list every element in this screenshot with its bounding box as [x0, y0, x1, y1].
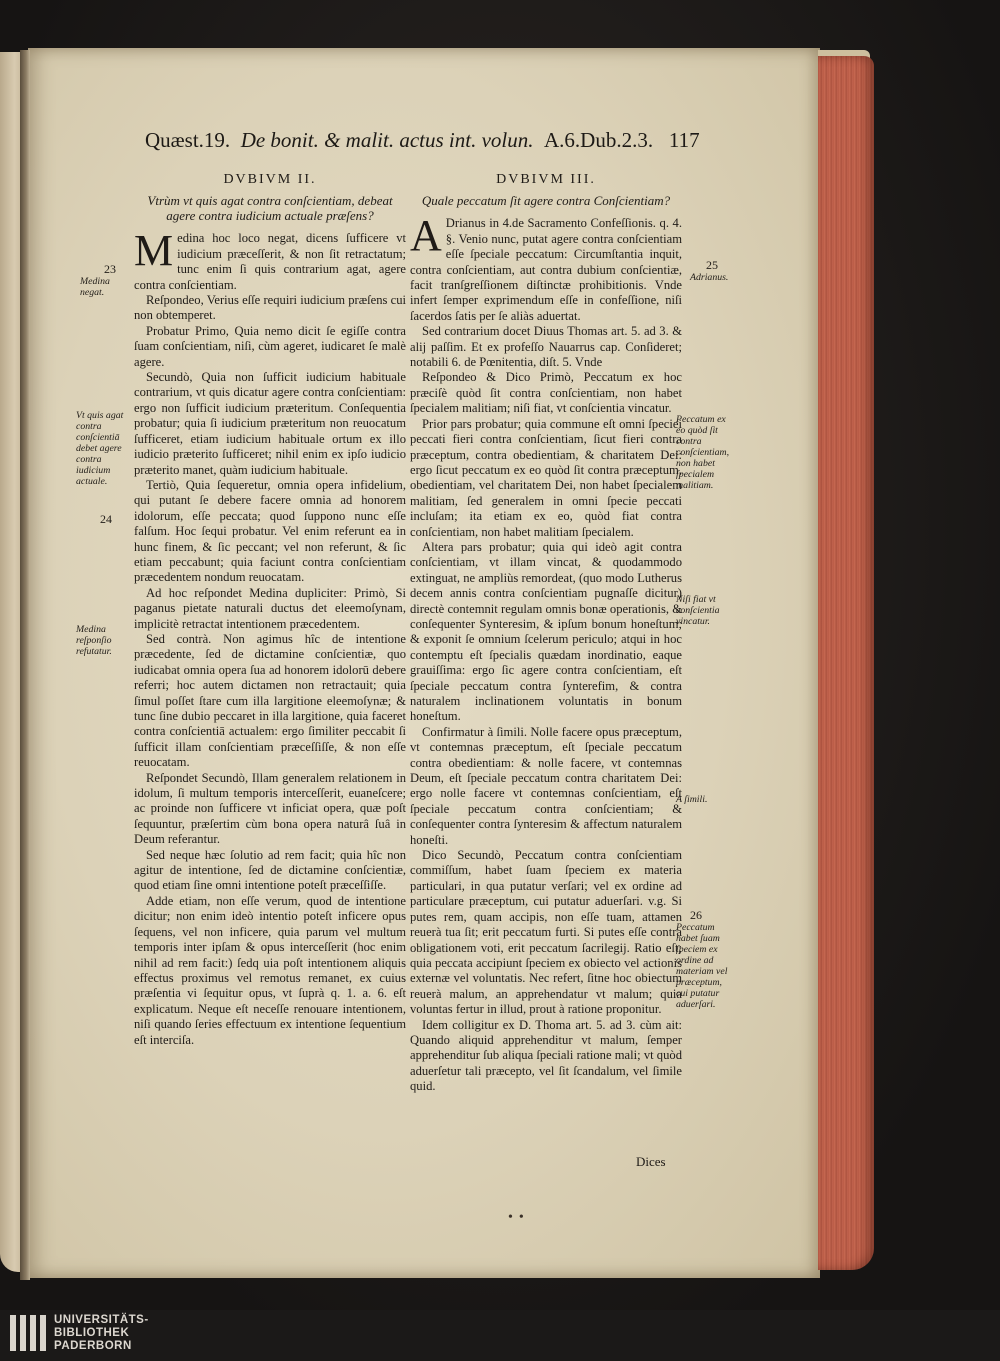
left-paragraph: Medina hoc loco negat, dicens ſufficere vt iudicium præceſſerit, & non ſit retractatum; tunc enim ſi quis contrarium agat, agere contra conſcientiam.	[134, 226, 406, 292]
margin-note: Peccatum ex eo quòd ſit contra conſcientiam, non habet ſpecialem malitiam.	[676, 414, 730, 491]
left-paragraph: Sed contrà. Non agimus hîc de intentione præcedente, ſed de dictamine conſcientiæ, quo iudicabat omnia opera ſua ad honorem idolorū debere referri; hoc autem dictamen non retractauit; quia ſimul poſſet ſtare cum illa largitione eleemoſynæ; & tunc ſine dubio peccaret in illa largitione, quia faceret contra conſcientiā actualem: ergo ſimiliter peccabit ſi ſufficit illam conſcientiam præceſſiſſe, & non eſſe reuocatam.	[134, 631, 406, 770]
right-column	[410, 172, 682, 1095]
margin-number: 23	[104, 262, 116, 276]
library-logo-icon	[10, 1315, 46, 1351]
left-dubium-title: DVBIVM II.	[223, 172, 317, 187]
right-paragraph: Reſpondeo & Dico Primò, Peccatum ex hoc præciſè quòd ſit contra conſcientiam, non habet ſpecialem malitiam; niſi fiat, vt conſcientia vincatur.	[410, 370, 682, 416]
library-line-3: PADERBORN	[54, 1340, 132, 1352]
margin-note: A ſimili.	[676, 794, 708, 805]
right-paragraph: Sed contrarium docet Diuus Thomas art. 5. ad 3. & alij paſſim. Et ex profeſſo Nauarrus cap. Conſideret; notabili 6. de Pœnitentia, diſt. 5. Vnde	[410, 324, 682, 370]
library-line-1: UNIVERSITÄTS-	[54, 1314, 149, 1326]
right-paragraph: Confirmatur à ſimili. Nolle facere opus præceptum, vt contemnas præceptum, eſt ſpeciale peccatum contra obedientiam: & nolle facere, vt contemnas Deum, eſt ſpeciale peccatum contra charitatem Dei: ergo nolle facere vt contemnas conſcientiam, eſt ſpeciale peccatum contra conſcientiam; & conſequenter contra ſynteresim & affectum naturalem honeſti.	[410, 724, 682, 847]
red-fore-edge	[818, 56, 874, 1270]
library-footer	[0, 1310, 1000, 1361]
book-gutter	[20, 50, 30, 1280]
margin-note: Medina reſponſio refutatur.	[76, 624, 112, 657]
left-paragraph: Adde etiam, non eſſe verum, quod de intentione dicitur; non enim ideò intentio poteſt inficere opus ſequens, vel non inficere, quia parum vel multum temporis inter ipſam & opus interceſſerit (hoc enim nihil ad rem facit:) ſedq uia poſt intentionem aliquis effectus proximus vel remotus remanet, ex cuius præſentia vi ſequitur opus, vt ſuprà q. 1. a. 6. eſt explicatum. Neque eſt neceſſe renouare intentionem, niſi quando ſeries effectuum ex intentione ſequentium eſt interciſa.	[134, 893, 406, 1047]
header-reference: A.6.Dub.2.3.	[544, 128, 654, 152]
left-paragraph: Sed neque hæc ſolutio ad rem facit; quia hîc non agitur de intentione, ſed de dictamine conſcientiæ, quod etiam ſine omni intentione poteſt præceſſiſſe.	[134, 847, 406, 893]
margin-number: 25	[706, 258, 718, 272]
library-name	[54, 1314, 149, 1353]
margin-note: Niſi fiat vt conſcientia vincatur.	[676, 594, 720, 627]
left-paragraph: Ad hoc reſpondet Medina dupliciter: Primò, Si paganus pietate naturali ductus det eleemoſynam, implicitè retractat intentionem præcedentem.	[134, 585, 406, 631]
ink-specks: ••	[508, 1210, 530, 1225]
right-question: Quale peccatum ſit agere contra Conſcientiam?	[421, 193, 671, 209]
right-paragraph: Dico Secundò, Peccatum contra conſcientiam commiſſum, habet ſuam ſpeciem ex materia particulari, in qua putatur verſari; vel ex ordine ad particulare præceptum, cui putatur aduerſari. v.g. Si putes rem, quam accipis, non eſſe tuam, attamen reuerà tua ſit; erit peccatum furti. Si putes eſſe contra obligationem voti, erit peccatum ſacrilegij. Ratio eſt; quia peccata accipiunt ſpeciem ex obiecto vel actionis externæ vel voluntatis. Nec refert, ſitne hoc obiectum reuerà malum, an apprehendatur vt malum; quia voluntas fertur in illud, prout à ratione proponitur.	[410, 848, 682, 1017]
margin-note: Adrianus.	[690, 272, 729, 283]
library-line-2: BIBLIOTHEK	[54, 1327, 130, 1339]
header-title: De bonit. & malit. actus int. volun.	[240, 128, 534, 152]
left-paragraph: Reſpondeo, Verius eſſe requiri iudicium præſens cui non obtemperet.	[134, 293, 406, 323]
right-paragraph: Altera pars probatur; quia qui ideò agit contra conſcientiam, vt illam vincat, & quodammodo extinguat, ne ampliùs remordeat, (quo modo Lutherus decem annis contra conſcientiam pugnaſſe dicitur) directè contemnit regulam omnis bonæ operationis, & conſequenter Synteresim, & ipſum bonum honeſtum; & exponit ſe omnium ſcelerum periculo; atqui in hoc contemptu eſt ſpecialis quædam inordinatio, eaque grauiſſima: ergo ſic agere contra conſcientiam, eſt ſpeciale peccatum contra ſynterefim, & contra naturalem inclinationem voluntatis in bonum honeſtum.	[410, 539, 682, 724]
left-paragraph: Tertiò, Quia ſequeretur, omnia opera infidelium, qui putant ſe debere facere omnia ad honorem idolorum, eſſe peccata; quod ſuppono nunc eſſe falſum. Hoc ſequi probatur. Vel enim referunt ea in hunc finem, & ſic peccant; vel non referunt, & ſic etiam peccabunt; quia faciunt contra conſcientiam præcedentem nondum reuocatam.	[134, 477, 406, 585]
right-paragraph: Prior pars probatur; quia commune eſt omni ſpeciei peccati fieri contra conſcientiam, ſicut fieri contra præceptum, contra obedientiam, & charitatem Dei: ergo ſicut peccatum ex eo quòd ſit contra præceptum, obedientiam, vel charitatem Dei, non habet ſpecialem malitiam, ſed generalem in omni ſpecie peccati incluſam; ita etiam ex eo, quòd fiat contra conſcientiam, non habet malitiam ſpecialem.	[410, 416, 682, 539]
margin-note: Peccatum habet ſuam ſpeciem ex ordine ad materiam vel præceptum, cui putatur aduerſari.	[676, 922, 728, 1010]
right-paragraph: A Drianus in 4.de Sacramento Confeſſionis. q. 4. §. Venio nunc, putat agere contra conſcientiam eſſe ſpeciale peccatum: Circumſtantia inquit, contra conſcientiam, aut contra dubium conſcientiæ, facit tranſgreſſionem diſtinctæ prohibitionis. Vnde infert ſemper exprimendum eſſe in confeſſione, niſi ſacerdos ſatis per ſe aliàs aduertat.	[410, 211, 682, 323]
right-dubium-title: DVBIVM III.	[496, 172, 596, 187]
left-paragraph: Secundò, Quia non ſufficit iudicium habituale contrarium, vt quis dicatur agere contra conſcientiam: ergo non ſufficit iudicium præteritum. Conſequentia probatur; quia ſi iudicium præteritum non reuocatum ſufficeret, etiam iudicium habituale ortum ex illo iudicio præterito ſufficeret; nihil enim ex ipſo iudicio præterito manet, quàm iudicium habituale.	[134, 370, 406, 477]
margin-number: 26	[690, 908, 702, 922]
left-column	[134, 172, 406, 1048]
left-question: Vtrùm vt quis agat contra conſcientiam, debeat agere contra iudicium actuale præſens?	[147, 193, 393, 224]
margin-note: Vt quis agat contra conſcientiā debet agere contra iudicium actuale.	[76, 410, 124, 487]
header-question: Quæst.19.	[145, 128, 231, 152]
left-paragraph: Probatur Primo, Quia nemo dicit ſe egiſſe contra ſuam conſcientiam, niſi, cùm ageret, iudicaret ſe malè agere.	[134, 323, 406, 369]
margin-number: 24	[100, 512, 112, 526]
running-header	[145, 128, 700, 162]
page-number: 117	[668, 128, 700, 152]
left-paragraph: Reſpondet Secundò, Illam generalem relationem in idolum, ſi multum temporis interceſſerit, euaneſcere; ac proinde non ſufficere vt inficiat opera, quæ poſt ſequuntur, præſertim cùm bona opera naturâ ſuâ in Deum referantur.	[134, 770, 406, 847]
drop-cap: M	[134, 226, 174, 276]
right-paragraph: Idem colligitur ex D. Thoma art. 5. ad 3. cùm ait: Quando aliquid apprehenditur vt malum, ſemper apprehenditur ſub aliqua ſpeciali ratione mali; vt quòd aduerſetur tali præcepto, vel ſit ſcandalum, vel ſimile quid.	[410, 1017, 682, 1094]
drop-cap: A	[410, 211, 442, 261]
margin-note: Medina negat.	[80, 276, 110, 298]
catchword: Dices	[636, 1154, 666, 1169]
